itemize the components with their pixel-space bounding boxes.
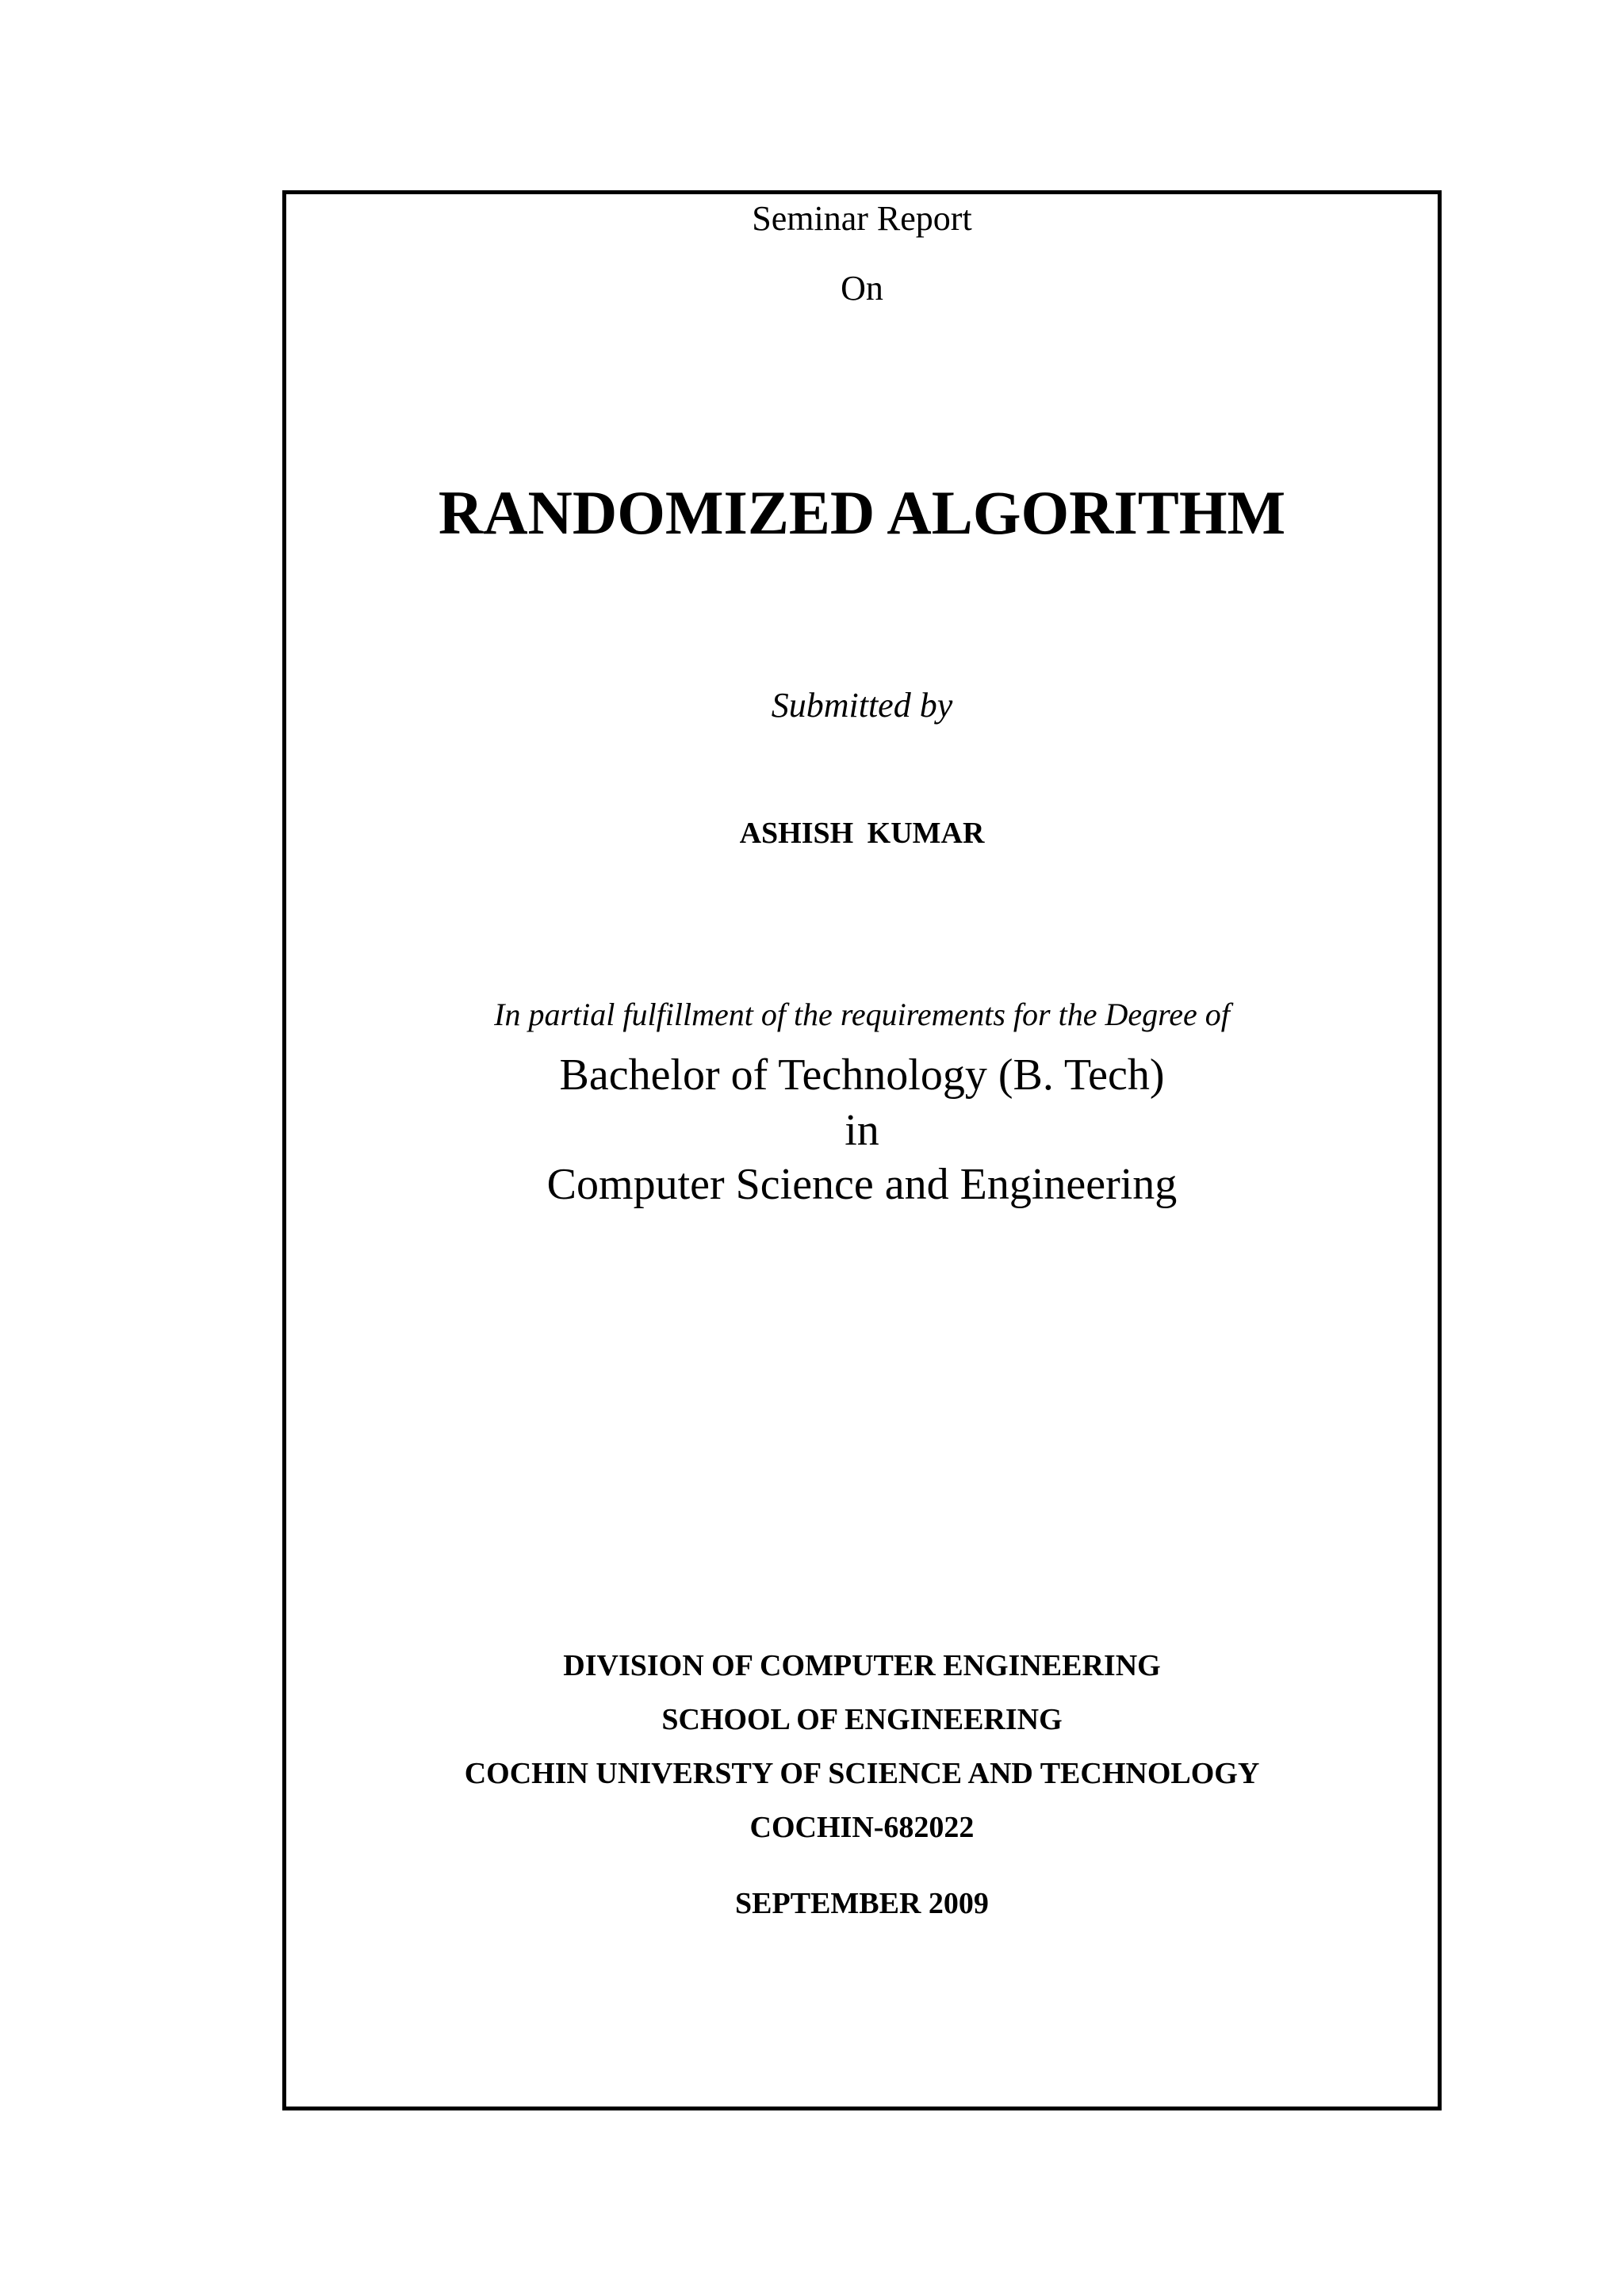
submission-date: SEPTEMBER 2009 (735, 1887, 989, 1920)
partial-fulfillment-text: In partial fulfillment of the requirements for the Degree of (494, 997, 1230, 1032)
degree-name: Bachelor of Technology (B. Tech) (559, 1050, 1165, 1100)
division-name: DIVISION OF COMPUTER ENGINEERING (563, 1649, 1161, 1682)
report-type: Seminar Report (752, 199, 972, 238)
author-name: ASHISH KUMAR (739, 817, 985, 850)
submitted-by-label: Submitted by (771, 686, 953, 725)
university-name: COCHIN UNIVERSTY OF SCIENCE AND TECHNOLOGY (464, 1757, 1260, 1790)
field-of-study: Computer Science and Engineering (546, 1160, 1178, 1209)
report-title: RANDOMIZED ALGORITHM (438, 478, 1286, 547)
city-postcode: COCHIN-682022 (749, 1811, 975, 1844)
on-label: On (841, 269, 883, 308)
in-label: in (845, 1106, 879, 1155)
school-name: SCHOOL OF ENGINEERING (661, 1703, 1063, 1736)
